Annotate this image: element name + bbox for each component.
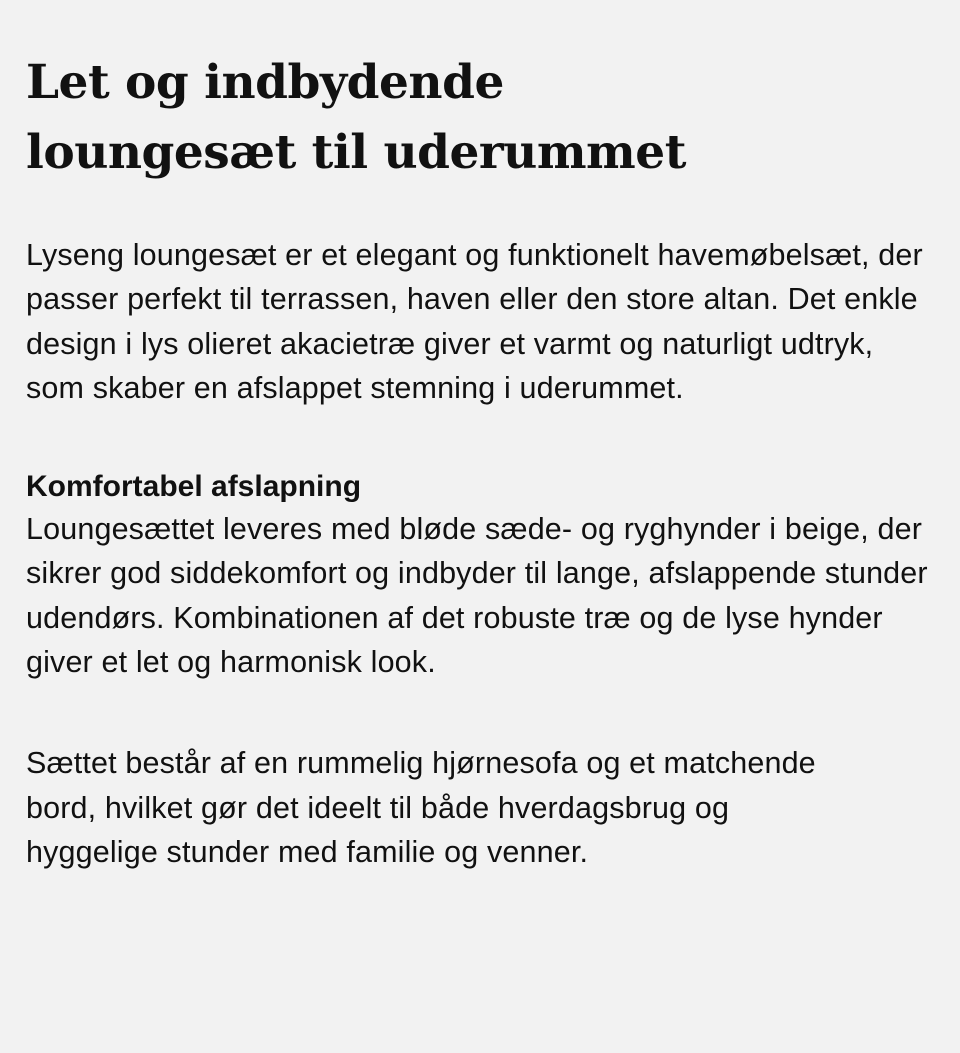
page-title: Let og indbydende loungesæt til uderummet bbox=[26, 55, 686, 180]
intro-paragraph: Lyseng loungesæt er et elegant og funktionelt havemøbelsæt, der passer perfekt til terrassen, haven eller den store altan. Det enkle design i lys olieret akacietræ giver et varmt og naturligt udtryk, som skaber en afslappet stemning i uderummet. bbox=[26, 238, 923, 405]
closing-paragraph: Sættet består af en rummelig hjørnesofa og et matchende bord, hvilket gør det ideelt til både hverdagsbrug og hyggelige stunder med familie og venner. bbox=[26, 746, 816, 869]
comfort-section bbox=[26, 467, 934, 684]
comfort-paragraph: Loungesættet leveres med bløde sæde- og ryghynder i beige, der sikrer god siddekomfort og indbyder til lange, afslappende stunder udendørs. Kombinationen af det robuste træ og de lyse hynder giver et let og harmonisk look. bbox=[26, 512, 928, 680]
section-heading: Komfortabel afslapning bbox=[26, 470, 362, 504]
